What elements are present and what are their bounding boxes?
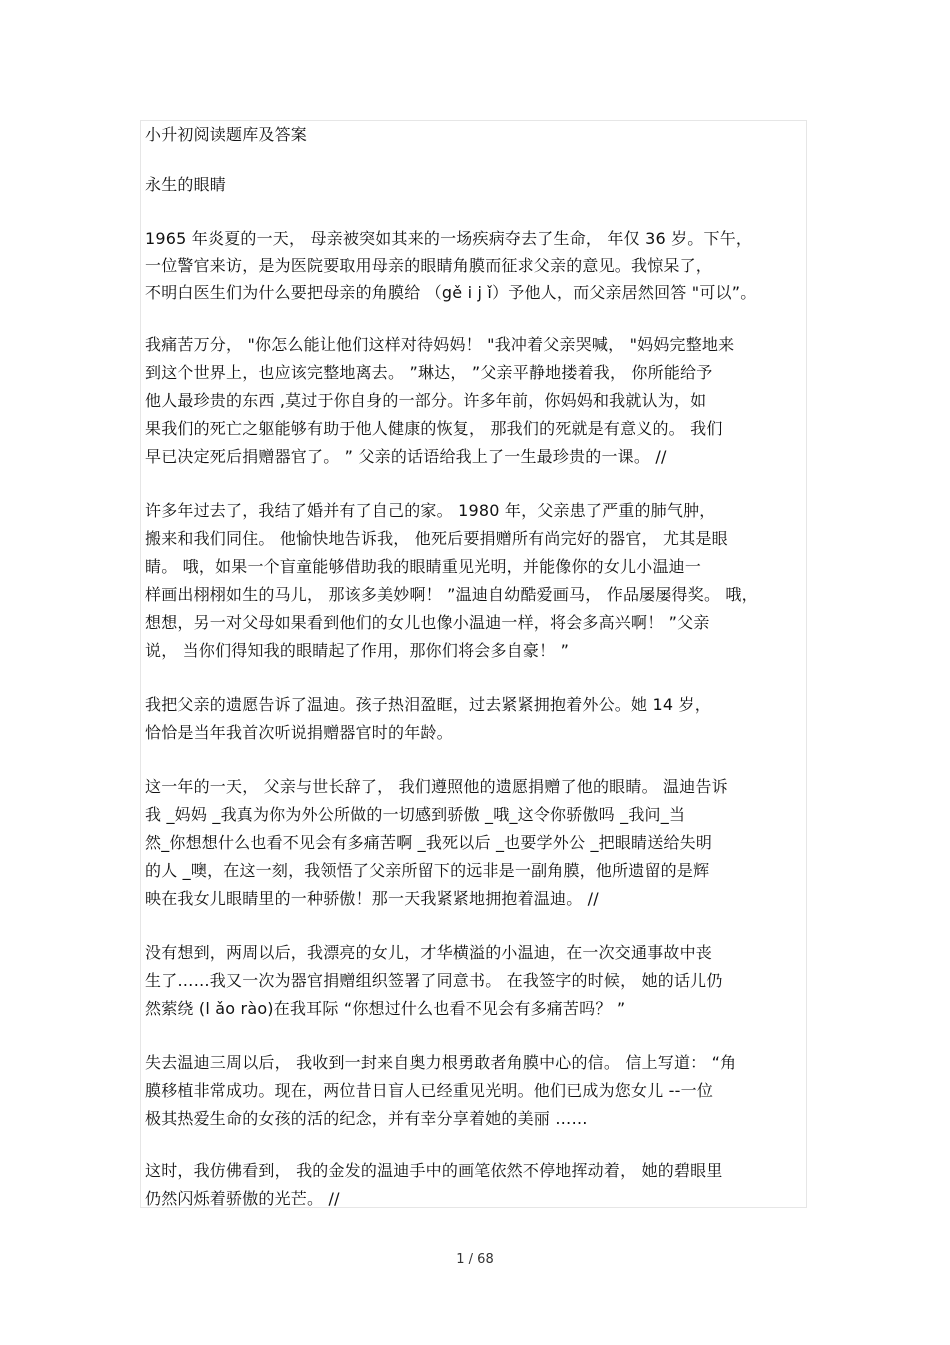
text-line: 果我们的死亡之躯能够有助于他人健康的恢复， 那我们的死就是有意义的。 我们	[145, 419, 723, 438]
text-line: 恰恰是当年我首次听说捐赠器官时的年龄。	[145, 723, 453, 742]
text-line: 不明白医生们为什么要把母亲的角膜给 （gě i j ǐ）予他人，而父亲居然回答 "可以”。	[145, 283, 757, 302]
story-title: 永生的眼睛	[145, 175, 227, 194]
text-line: 早已决定死后捐赠器官了。 ” 父亲的话语给我上了一生最珍贵的一课。 //	[145, 447, 667, 466]
text-line: 这时，我仿佛看到， 我的金发的温迪手中的画笔依然不停地挥动着， 她的碧眼里	[145, 1161, 723, 1180]
text-line: 然萦绕 (l ǎo rào)在我耳际 “你想过什么也看不见会有多痛苦吗？ ”	[145, 999, 626, 1018]
text-line: 一位警官来访，是为医院要取用母亲的眼睛角膜而征求父亲的意见。我惊呆了，	[145, 256, 713, 275]
text-line: 到这个世界上，也应该完整地离去。 ”琳达， ”父亲平静地搂着我， 你所能给予	[145, 363, 713, 382]
text-line: 然_你想想什么也看不见会有多痛苦啊 _我死以后 _也要学外公 _把眼睛送给失明	[145, 833, 713, 852]
text-line: 映在我女儿眼睛里的一种骄傲！那一天我紧紧地拥抱着温迪。 //	[145, 889, 599, 908]
text-line: 说， 当你们得知我的眼睛起了作用，那你们将会多自豪！ ”	[145, 641, 570, 660]
text-line: 搬来和我们同住。 他愉快地告诉我， 他死后要捐赠所有尚完好的器官， 尤其是眼	[145, 529, 728, 548]
page-indicator: 1 / 68	[456, 1252, 494, 1267]
text-line: 没有想到，两周以后，我漂亮的女儿，才华横溢的小温迪，在一次交通事故中丧	[145, 943, 713, 962]
text-line: 我痛苦万分， "你怎么能让他们这样对待妈妈！ "我冲着父亲哭喊， "妈妈完整地来	[145, 335, 735, 354]
text-line: 睛。 哦，如果一个盲童能够借助我的眼睛重见光明，并能像你的女儿小温迪一	[145, 557, 702, 576]
text-line: 膜移植非常成功。现在，两位昔日盲人已经重见光明。他们已成为您女儿 --一位	[145, 1081, 714, 1100]
text-line: 想想，另一对父母如果看到他们的女儿也像小温迪一样，将会多高兴啊！ ”父亲	[145, 613, 710, 632]
document-title: 小升初阅读题库及答案	[145, 125, 308, 144]
text-line: 生了……我又一次为器官捐赠组织签署了同意书。 在我签字的时候， 她的话儿仍	[145, 971, 723, 990]
text-line: 仍然闪烁着骄傲的光芒。 //	[145, 1189, 340, 1208]
text-line: 他人最珍贵的东西 ,莫过于你自身的一部分。许多年前，你妈妈和我就认为，如	[145, 391, 707, 410]
text-line: 样画出栩栩如生的马儿， 那该多美妙啊！ ”温迪自幼酷爱画马， 作品屡屡得奖。 哦，	[145, 585, 758, 604]
text-line: 许多年过去了，我结了婚并有了自己的家。 1980 年，父亲患了严重的肺气肿，	[145, 501, 716, 520]
text-line: 我把父亲的遗愿告诉了温迪。孩子热泪盈眶，过去紧紧拥抱着外公。她 14 岁，	[145, 695, 711, 714]
text-line: 失去温迪三周以后， 我收到一封来自奥力根勇敢者角膜中心的信。 信上写道： “角	[145, 1053, 737, 1072]
text-line: 这一年的一天， 父亲与世长辞了， 我们遵照他的遗愿捐赠了他的眼睛。 温迪告诉	[145, 777, 728, 796]
text-line: 我 _妈妈 _我真为你为外公所做的一切感到骄傲 _哦_这令你骄傲吗 _我问_当	[145, 805, 686, 824]
text-line: 的人 _噢，在这一刻，我领悟了父亲所留下的远非是一副角膜，他所遗留的是辉	[145, 861, 710, 880]
text-line: 极其热爱生命的女孩的活的纪念，并有幸分享着她的美丽 ……	[145, 1109, 588, 1128]
text-line: 1965 年炎夏的一天， 母亲被突如其来的一场疾病夺去了生命， 年仅 36 岁。下午，	[145, 229, 753, 248]
